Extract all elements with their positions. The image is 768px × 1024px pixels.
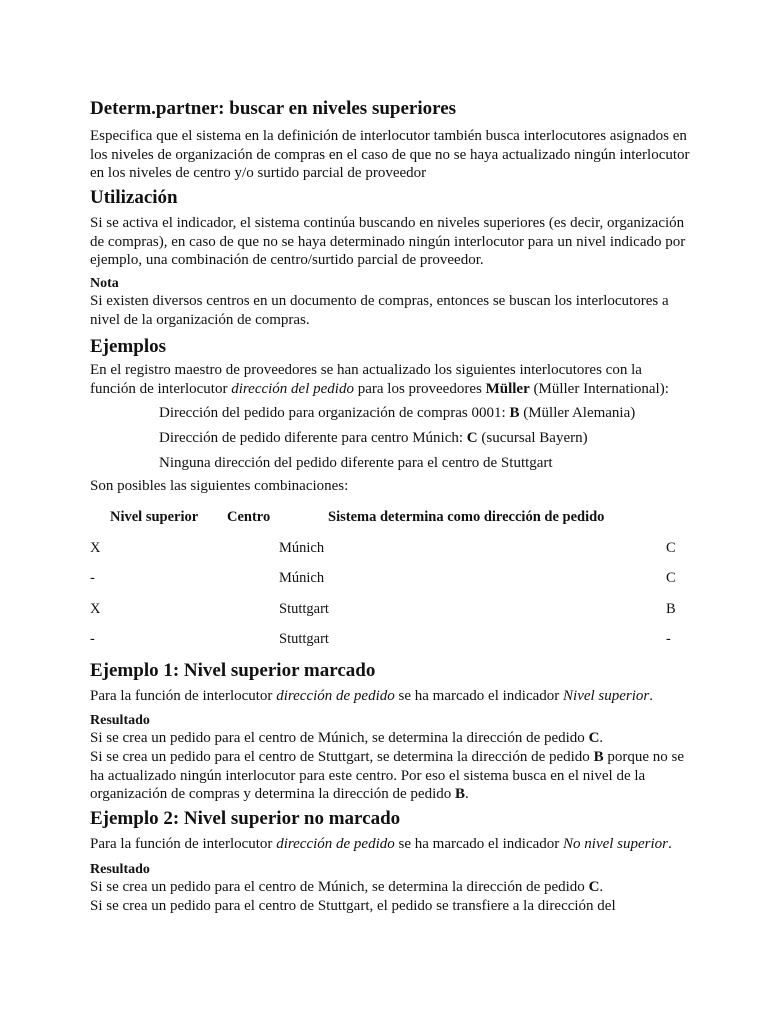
example1-heading: Ejemplo 1: Nivel superior marcado <box>90 660 376 681</box>
table-header-sistema: Sistema determina como dirección de pedido <box>328 509 605 525</box>
table-header-nivel: Nivel superior <box>110 509 199 525</box>
table-cell: - <box>666 631 671 647</box>
note-paragraph: Si existen diversos centros en un documento de compras, entonces se buscan los interlocutores a nivel de la organización de compras. <box>90 293 669 328</box>
example2-result-heading: Resultado <box>90 862 150 877</box>
example2-result-line1: Si se crea un pedido para el centro de Múnich, se determina la dirección de pedido C. <box>90 879 604 895</box>
table-cell: B <box>666 601 676 617</box>
usage-heading: Utilización <box>90 187 178 208</box>
indented-line-1: Dirección del pedido para organización de compras 0001: B (Müller Alemania) <box>159 405 636 421</box>
example1-result-line1: Si se crea un pedido para el centro de Múnich, se determina la dirección de pedido C. <box>90 730 604 746</box>
example1-result-heading: Resultado <box>90 713 150 728</box>
usage-paragraph: Si se activa el indicador, el sistema continúa buscando en niveles superiores (es decir, organización de compras), en caso de que no se haya determinado ningún interlocutor para un nivel indicado por ejemplo, una combinación de centro/surtido parcial de proveedor. <box>90 215 686 268</box>
table-header-centro: Centro <box>227 509 271 525</box>
table-cell: - <box>90 631 95 647</box>
table-cell: - <box>90 570 95 586</box>
table-cell: Stuttgart <box>279 601 329 617</box>
example1-result-line2: Si se crea un pedido para el centro de Stuttgart, se determina la dirección de pedido B porque no se ha actualizado ningún interlocutor para este centro. Por eso el sistema busca en el nivel de la organización de compras y determina la dirección de pedido B. <box>90 749 684 802</box>
indented-line-3: Ninguna dirección del pedido diferente para el centro de Stuttgart <box>159 455 553 471</box>
example2-text: Para la función de interlocutor dirección de pedido se ha marcado el indicador No nivel superior. <box>90 836 672 852</box>
table-cell: X <box>90 601 101 617</box>
example2-result-line2: Si se crea un pedido para el centro de Stuttgart, el pedido se transfiere a la dirección del <box>90 898 616 914</box>
page-title: Determ.partner: buscar en niveles superiores <box>90 98 457 119</box>
table-cell: C <box>666 570 676 586</box>
example1-text: Para la función de interlocutor dirección de pedido se ha marcado el indicador Nivel superior. <box>90 688 654 704</box>
indented-line-2: Dirección de pedido diferente para centro Múnich: C (sucursal Bayern) <box>159 430 588 446</box>
example2-heading: Ejemplo 2: Nivel superior no marcado <box>90 808 401 829</box>
table-cell: Múnich <box>279 570 325 586</box>
table-cell: Múnich <box>279 540 325 556</box>
table-cell: C <box>666 540 676 556</box>
examples-heading: Ejemplos <box>90 336 166 357</box>
combinations-intro: Son posibles las siguientes combinaciones: <box>90 478 349 494</box>
examples-intro: En el registro maestro de proveedores se han actualizado los siguientes interlocutores con la función de interlocutor dirección del pedido para los proveedores Müller (Müller International): <box>90 362 669 397</box>
intro-paragraph: Especifica que el sistema en la definición de interlocutor también busca interlocutores asignados en los niveles de organización de compras en el caso de que no se haya actualizado ningún interlocutor en los niveles de centro y/o surtido parcial de proveedor <box>90 128 690 181</box>
note-heading: Nota <box>90 276 119 291</box>
table-cell: X <box>90 540 101 556</box>
table-cell: Stuttgart <box>279 631 329 647</box>
